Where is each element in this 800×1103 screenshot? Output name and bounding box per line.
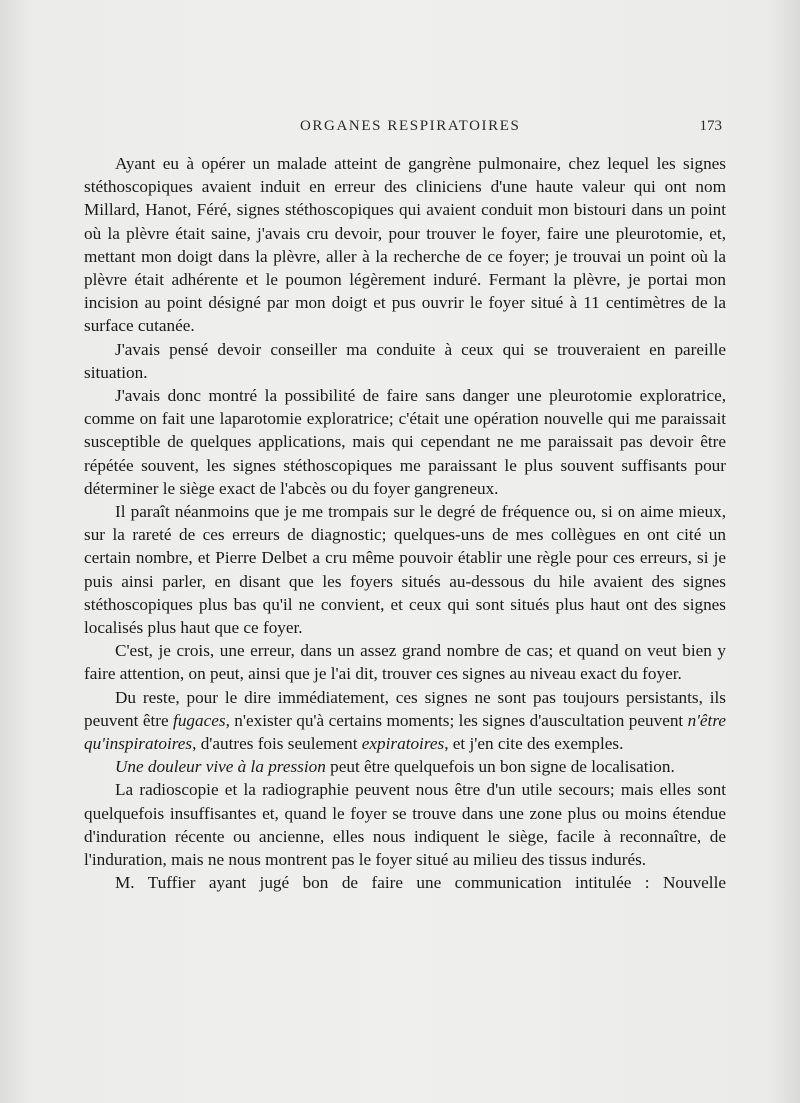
text-run: peut être quelquefois un bon signe de localisation. [325, 757, 675, 777]
text-run: , d'autres fois seulement [192, 734, 362, 754]
paragraph-radiography: La radioscopie et la radiographie peuvent nous être d'un utile secours; mais elles sont quelquefois insuffisantes et, quand le foyer se trouve dans une zone plus ou moins étendue d'induration récente ou ancienne, elles nous indiquent le siège, facile à reconnaître, de l'induration, mais ne nous montrent pas le foyer situé au milieu des tissus indurés. [84, 780, 726, 870]
italic-term-expiratoires: expiratoires [361, 734, 445, 754]
running-title: ORGANES RESPIRATOIRES [300, 118, 521, 134]
paragraph-gangrene-case: Ayant eu à opérer un malade atteint de gangrène pulmonaire, chez lequel les signes stéthoscopiques avaient induit en erreur des cliniciens d'une haute valeur qui ont nom Millard, Hanot, Féré, signes stéthoscopiques qui avaient conduit mon bistouri dans un point où la plèvre était saine, j'avais cru devoir, pour trouver le foyer, faire une pleurotomie, et, mettant mon doigt dans la plèvre, aller à la recherche de ce foyer; je trouvai un point où la plèvre était adhérente et le poumon légèrement induré. Fermant la plèvre, je portai mon incision au point désigné par mon doigt et pus ouvrir le foyer situé à 11 centimètres de la surface cutanée. [84, 154, 726, 336]
italic-term-fugaces: fugaces [173, 710, 226, 730]
paragraph-advice: J'avais pensé devoir conseiller ma conduite à ceux qui se trouveraient en pareille situation. [84, 339, 726, 382]
page-number: 173 [699, 118, 722, 134]
italic-term-inspiratoires: n'être qu'inspiratoires [84, 710, 726, 754]
paragraph-exploratory-pleurotomy: J'avais donc montré la possibilité de faire sans danger une pleurotomie exploratrice, comme on fait une laparotomie exploratrice; c'était une opération nouvelle qui me paraissait susceptible de quelques applications, mais qui cependant ne me paraissait pas devoir être répétée souvent, les signes stéthoscopiques me paraissant le plus souvent suffisants pour déterminer le siège exact de l'abcès ou du foyer gangreneux. [84, 386, 726, 498]
paragraph-error-opinion: C'est, je crois, une erreur, dans un assez grand nombre de cas; et quand on veut bien y faire attention, on peut, ainsi que je l'ai dit, trouver ces signes au niveau exact du foyer. [84, 641, 726, 684]
paragraph-fugacious-signs [84, 686, 726, 756]
italic-term-douleur: Une douleur vive à la pression [115, 757, 326, 777]
text-run: , et j'en cite des exemples. [444, 734, 624, 754]
paragraph-tuffier: M. Tuffier ayant jugé bon de faire une communication intitulée : Nouvelle [115, 873, 726, 893]
text-run: , n'exister qu'à certains moments; les signes d'auscultation peuvent [225, 710, 688, 730]
text-run: Du reste, pour le dire immédiatement, ces signes ne sont pas toujours persistants, ils peuvent être [84, 687, 726, 730]
paragraph-diagnostic-errors: Il paraît néanmoins que je me trompais sur le degré de fréquence ou, si on aime mieux, sur la rareté de ces erreurs de diagnostic; quelques-uns de mes collègues en ont cité un certain nombre, et Pierre Delbet a cru même pouvoir établir une règle pour ces erreurs, si je puis ainsi parler, en disant que les foyers situés au-dessous du hile avaient des signes stéthoscopiques plus bas qu'il ne convient, et ceux qui sont situés plus haut ont des signes localisés plus haut que ce foyer. [84, 502, 726, 638]
page-header [110, 118, 722, 140]
body-text [84, 152, 726, 895]
paragraph-pain-sign [84, 755, 726, 778]
